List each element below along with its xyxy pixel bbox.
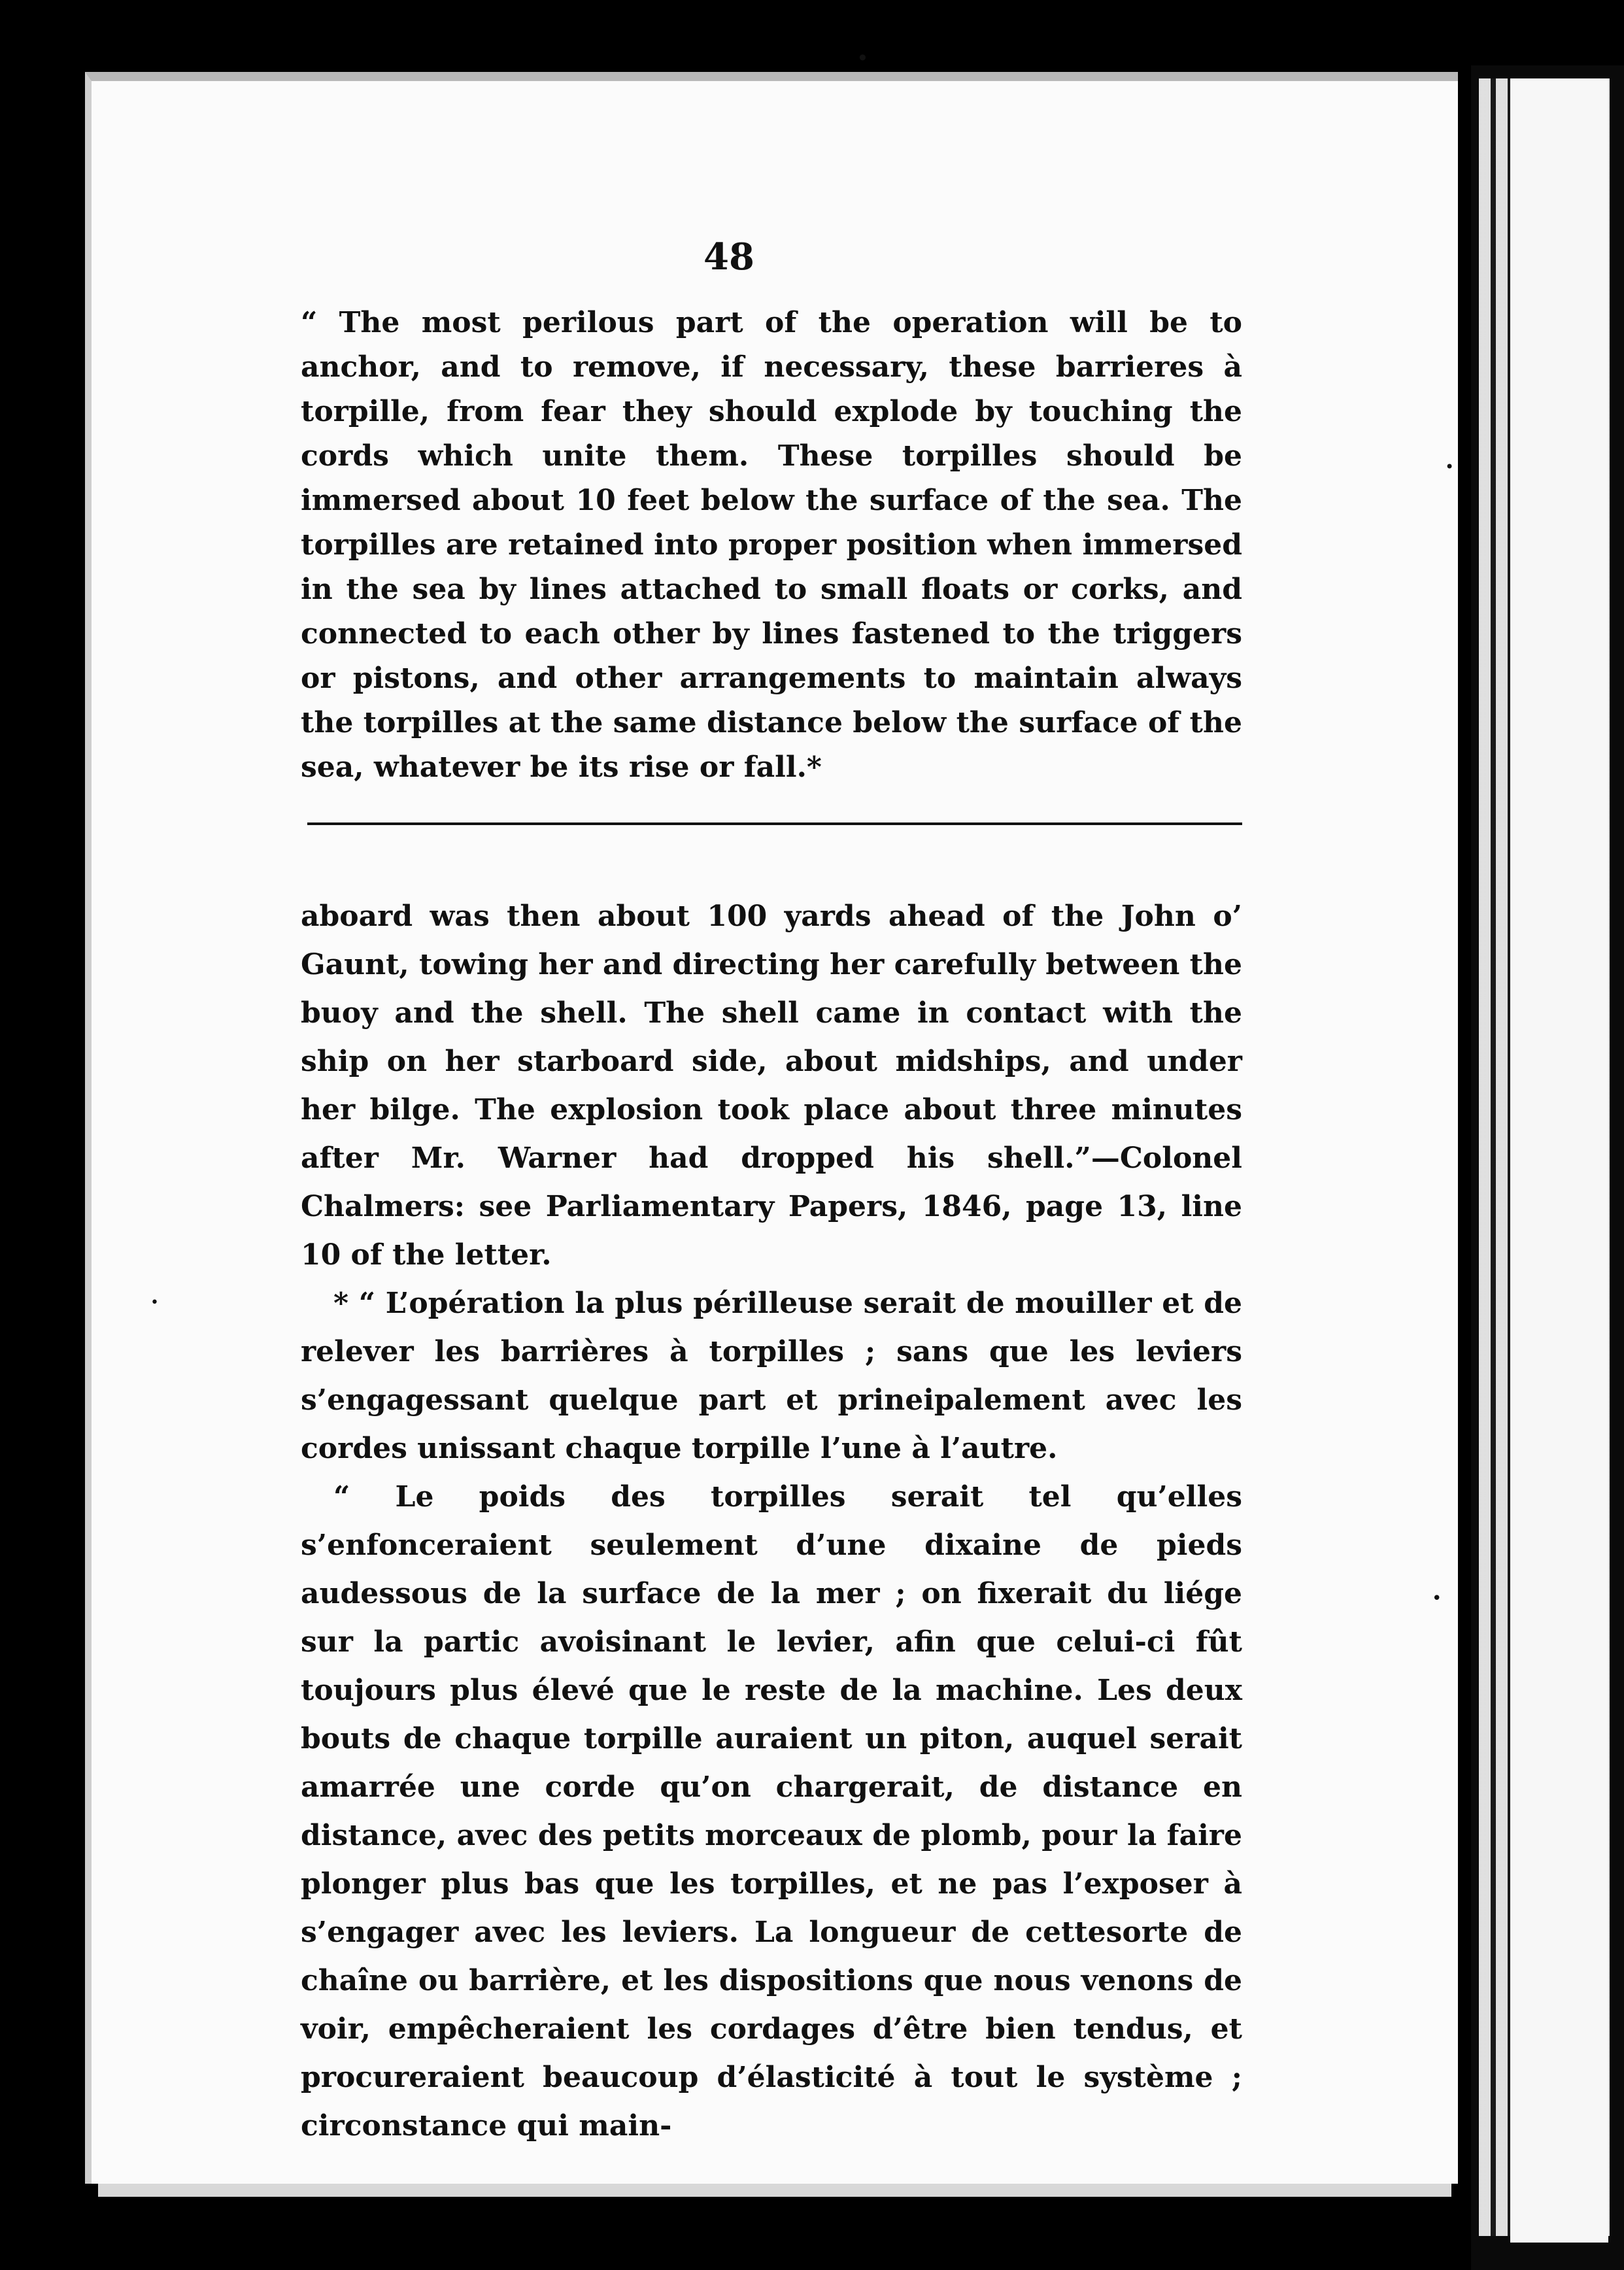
- left-margin-speck: •: [150, 1295, 159, 1311]
- scan-speck-mark: •: [856, 46, 869, 71]
- footnote-text: [301, 892, 1242, 2150]
- margin-dot-mark-lower: •: [1432, 1589, 1442, 1608]
- footnote-continuation: aboard was then about 100 yards ahead of the John o’ Gaunt, towing her and directing her carefully between the buoy and the shell. The shell came in contact with the ship on her starboard side, about midships, and under her bilge. The explosion took place about three minutes after Mr. Warner had dropped his shell.”—Colonel Chalmers: see Parliamentary Papers, 1846, page 13, line 10 of the letter.: [301, 900, 1242, 1272]
- next-page-edge: [1510, 78, 1608, 2243]
- main-paragraph: “ The most perilous part of the operation will be to anchor, and to remove, if necessary, these barrieres à torpille, from fear they should explode by touching the cords which unite them. These torpilles should be immersed about 10 feet below the surface of the sea. The torpilles are retained into proper position when immersed in the sea by lines attached to small floats or corks, and connected to each other by lines fastened to the triggers or pistons, and other arrangements to maintain always the torpilles at the same distance below the surface of the sea, whatever be its rise or fall.*: [301, 306, 1242, 784]
- french-footnote-first: * “ L’opération la plus périlleuse serait de mouiller et de relever les barrières à torpilles ; sans que les leviers s’engagessant quelque part et prineipalement avec les cordes unissant chaque torpille l’une à l’autre.: [301, 1287, 1242, 1465]
- main-text: [301, 301, 1242, 790]
- french-footnote-second: “ Le poids des torpilles serait tel qu’elles s’enfonceraient seulement d’une dixaine de pieds audessous de la surface de la mer ; on fixerait du liége sur la partic avoisinant le levier, afin que celui-ci fût toujours plus élevé que le reste de la machine. Les deux bouts de chaque torpille auraient un piton, auquel serait amarrée une corde qu’on chargerait, de distance en distance, avec des petits morceaux de plomb, pour la faire plonger plus bas que les torpilles, et ne pas l’exposer à s’engager avec les leviers. La longueur de cettesorte de chaîne ou barrière, et les dispositions que nous venons de voir, empêcheraient les cordages d’être bien tendus, et procureraient beaucoup d’élasticité à tout le système ; circonstance qui main-: [301, 1480, 1242, 2143]
- page-number: 48: [703, 235, 754, 279]
- margin-dot-mark: •: [1445, 458, 1455, 476]
- footnote-separator-rule: [307, 822, 1242, 825]
